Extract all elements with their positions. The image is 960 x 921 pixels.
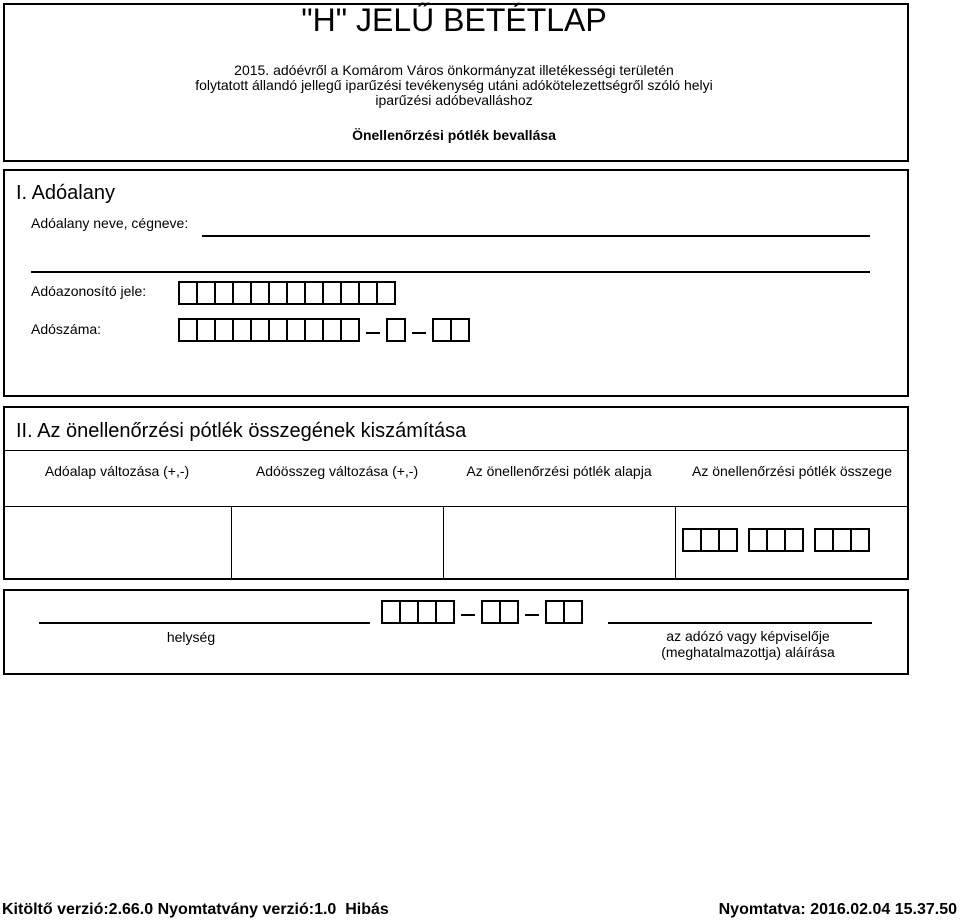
digit-box[interactable]: [381, 600, 399, 624]
digit-box[interactable]: [481, 600, 499, 624]
place-label: helység: [166, 629, 216, 645]
place-line[interactable]: [39, 622, 370, 624]
digit-box[interactable]: [286, 318, 304, 342]
tax-id-boxes[interactable]: [178, 281, 396, 305]
surcharge-amount-boxes[interactable]: [682, 528, 870, 552]
section1-title: I. Adóalany: [16, 182, 115, 204]
digit-box[interactable]: [232, 281, 250, 305]
separator-dash: [366, 332, 380, 334]
digit-box[interactable]: [178, 281, 196, 305]
digit-box[interactable]: [563, 600, 581, 624]
table-col-divider: [231, 507, 232, 579]
digit-box[interactable]: [814, 528, 832, 552]
digit-box[interactable]: [214, 281, 232, 305]
signer-label-1: az adózó vagy képviselője: [666, 628, 830, 644]
digit-box[interactable]: [386, 318, 404, 342]
digit-box[interactable]: [435, 600, 453, 624]
tax-number-boxes[interactable]: [178, 318, 470, 342]
digit-box[interactable]: [376, 281, 394, 305]
signature-line[interactable]: [608, 622, 872, 624]
digit-box[interactable]: [545, 600, 563, 624]
digit-box[interactable]: [250, 281, 268, 305]
column-header: Adóalap változása (+,-): [44, 463, 190, 479]
digit-box[interactable]: [784, 528, 802, 552]
digit-box[interactable]: [340, 281, 358, 305]
digit-box[interactable]: [214, 318, 232, 342]
digit-box[interactable]: [850, 528, 868, 552]
digit-box[interactable]: [700, 528, 718, 552]
digit-box[interactable]: [748, 528, 766, 552]
page-title: "H" JELŰ BETÉTLAP: [301, 2, 607, 38]
separator-dash: [525, 614, 539, 616]
column-header: Az önellenőrzési pótlék összege: [691, 463, 892, 479]
digit-box[interactable]: [766, 528, 784, 552]
digit-box[interactable]: [286, 281, 304, 305]
table-col-divider: [675, 507, 676, 579]
separator-dash: [461, 614, 475, 616]
digit-box[interactable]: [304, 318, 322, 342]
digit-box[interactable]: [832, 528, 850, 552]
section2-title: II. Az önellenőrzési pótlék összegének kiszámítása: [16, 420, 467, 442]
name-field-line-1[interactable]: [202, 235, 870, 237]
date-boxes[interactable]: [381, 600, 583, 624]
subtitle-line-3: iparűzési adóbevalláshoz: [375, 92, 533, 108]
column-header: Adóösszeg változása (+,-): [255, 463, 419, 479]
table-col-divider: [443, 507, 444, 579]
digit-box[interactable]: [340, 318, 358, 342]
digit-box[interactable]: [178, 318, 196, 342]
name-label: Adóalany neve, cégneve:: [31, 215, 189, 231]
digit-box[interactable]: [268, 318, 286, 342]
digit-box[interactable]: [499, 600, 517, 624]
tax-id-label: Adóazonosító jele:: [31, 283, 147, 299]
tax-number-label: Adószáma:: [31, 321, 102, 337]
digit-box[interactable]: [417, 600, 435, 624]
digit-box[interactable]: [682, 528, 700, 552]
table-header-border: [4, 506, 908, 507]
digit-box[interactable]: [232, 318, 250, 342]
digit-box[interactable]: [322, 318, 340, 342]
digit-box[interactable]: [358, 281, 376, 305]
digit-box[interactable]: [322, 281, 340, 305]
footer-version: Kitöltő verzió:2.66.0 Nyomtatvány verzió:1.0 Hibás: [2, 901, 389, 918]
name-field-line-2[interactable]: [31, 271, 870, 273]
signer-label-2: (meghatalmazottja) aláírása: [661, 644, 835, 660]
digit-box[interactable]: [718, 528, 736, 552]
section-title: Önellenőrzési pótlék bevallása: [352, 127, 556, 143]
digit-box[interactable]: [304, 281, 322, 305]
digit-box[interactable]: [432, 318, 450, 342]
digit-box[interactable]: [196, 281, 214, 305]
digit-box[interactable]: [250, 318, 268, 342]
digit-box[interactable]: [268, 281, 286, 305]
digit-box[interactable]: [399, 600, 417, 624]
footer-printed: Nyomtatva: 2016.02.04 15.37.50: [718, 901, 957, 918]
digit-box[interactable]: [450, 318, 468, 342]
table-top-border: [4, 450, 908, 451]
subtitle-line-2: folytatott állandó jellegű iparűzési tevékenység utáni adókötelezettségről szóló helyi: [195, 77, 713, 93]
subtitle-line-1: 2015. adóévről a Komárom Város önkormányzat illetékességi területén: [234, 62, 674, 78]
digit-box[interactable]: [196, 318, 214, 342]
separator-dash: [412, 332, 426, 334]
column-header: Az önellenőrzési pótlék alapja: [466, 463, 652, 479]
